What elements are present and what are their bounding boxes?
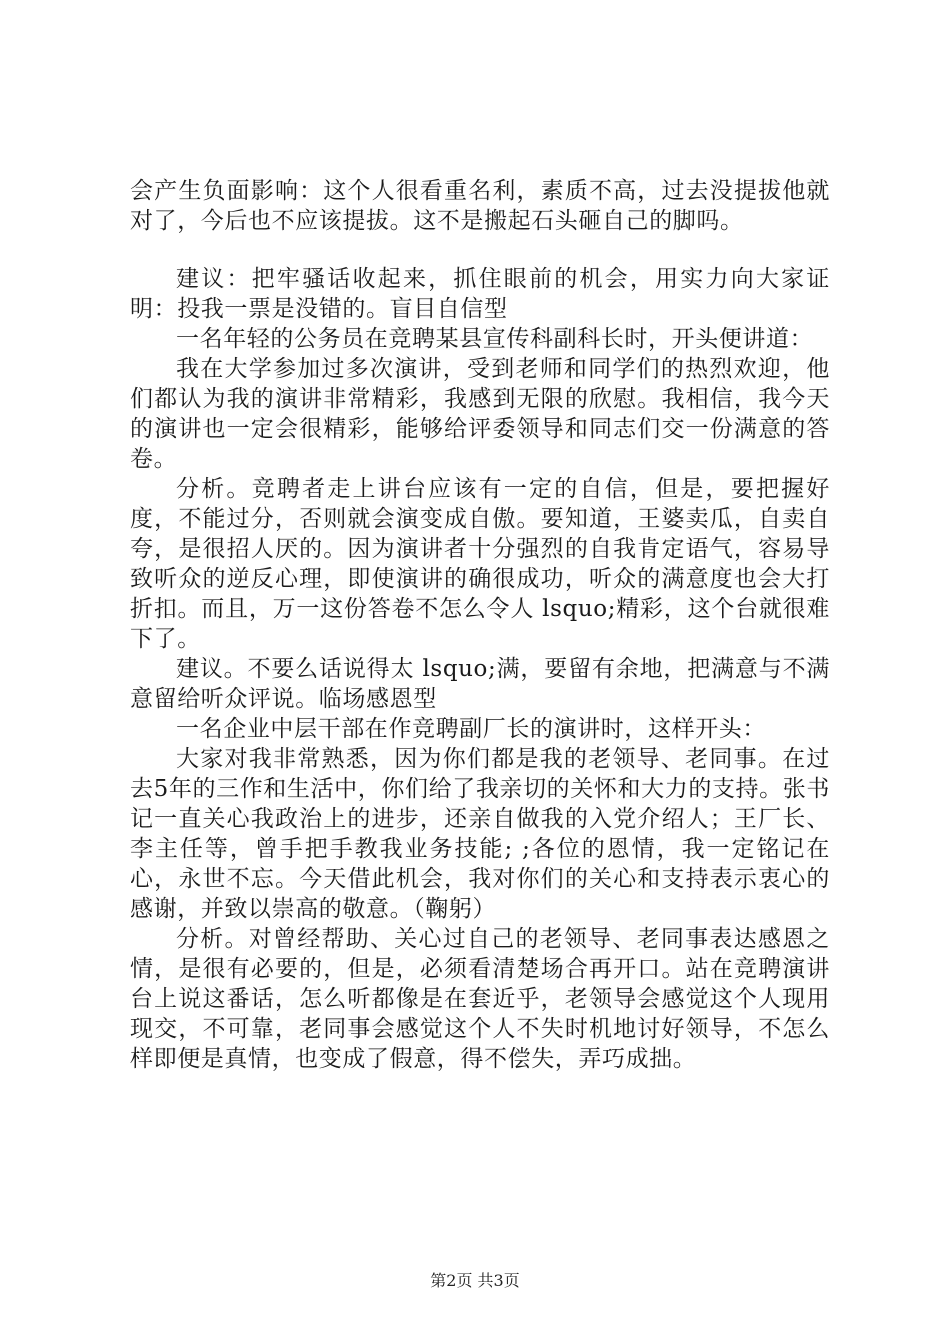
paragraph-example-intro-2: 一名企业中层干部在作竞聘副厂长的演讲时，这样开头： — [176, 716, 766, 742]
paragraph-example-intro-1: 一名年轻的公务员在竞聘某县宣传科副科长时，开头便讲道： — [176, 326, 814, 352]
paragraph-analysis-2: 分析。对曾经帮助、关心过自己的老领导、老同事表达感恩之情，是很有必要的，但是，必须看清楚场合再开口。站在竞聘演讲台上说这番话，怎么听都像是在套近乎，老领导会感觉这个人现用现交，不可靠，老同事会感觉这个人不失时机地讨好领导，不怎么样即便是真情，也变成了假意，得不偿失，弄巧成拙。 — [130, 926, 830, 1072]
paragraph-example-speech-2: 大家对我非常熟悉，因为你们都是我的老领导、老同事。在过去5年的三作和生活中，你们给了我亲切的关怀和大力的支持。张书记一直关心我政治上的进步，还亲自做我的入党介绍人；王厂长、李主任等，曾手把手教我业务技能; ;各位的恩情，我一定铭记在心，永世不忘。今天借此机会，我对你们的关心和支持表示衷心的感谢，并致以崇高的敬意。（鞠躬） — [130, 746, 830, 922]
document-body — [130, 176, 830, 1074]
paragraph-suggestion-1: 建议：把牢骚话收起来，抓住眼前的机会，用实力向大家证明：投我一票是没错的。盲目自信型 — [130, 266, 830, 322]
paragraph-continuation: 会产生负面影响：这个人很看重名利，素质不高，过去没提拔他就对了，今后也不应该提拔。这不是搬起石头砸自己的脚吗。 — [130, 178, 830, 234]
paragraph-suggestion-2: 建议。不要么话说得太 lsquo;满，要留有余地，把满意与不满意留给听众评说。临场感恩型 — [130, 656, 830, 712]
paragraph-example-speech-1: 我在大学参加过多次演讲，受到老师和同学们的热烈欢迎，他们都认为我的演讲非常精彩，我感到无限的欣慰。我相信，我今天的演讲也一定会很精彩，能够给评委领导和同志们交一份满意的答卷。 — [130, 356, 830, 472]
paragraph-analysis-1: 分析。竞聘者走上讲台应该有一定的自信，但是，要把握好度，不能过分，否则就会演变成自傲。要知道，王婆卖瓜，自卖自夸，是很招人厌的。因为演讲者十分强烈的自我肯定语气，容易导致听众的逆反心理，即使演讲的确很成功，听众的满意度也会大打折扣。而且，万一这份答卷不怎么令人 lsquo;精彩，这个台就很难下了。 — [130, 476, 830, 652]
page-number: 第2页 共3页 — [430, 1271, 520, 1290]
